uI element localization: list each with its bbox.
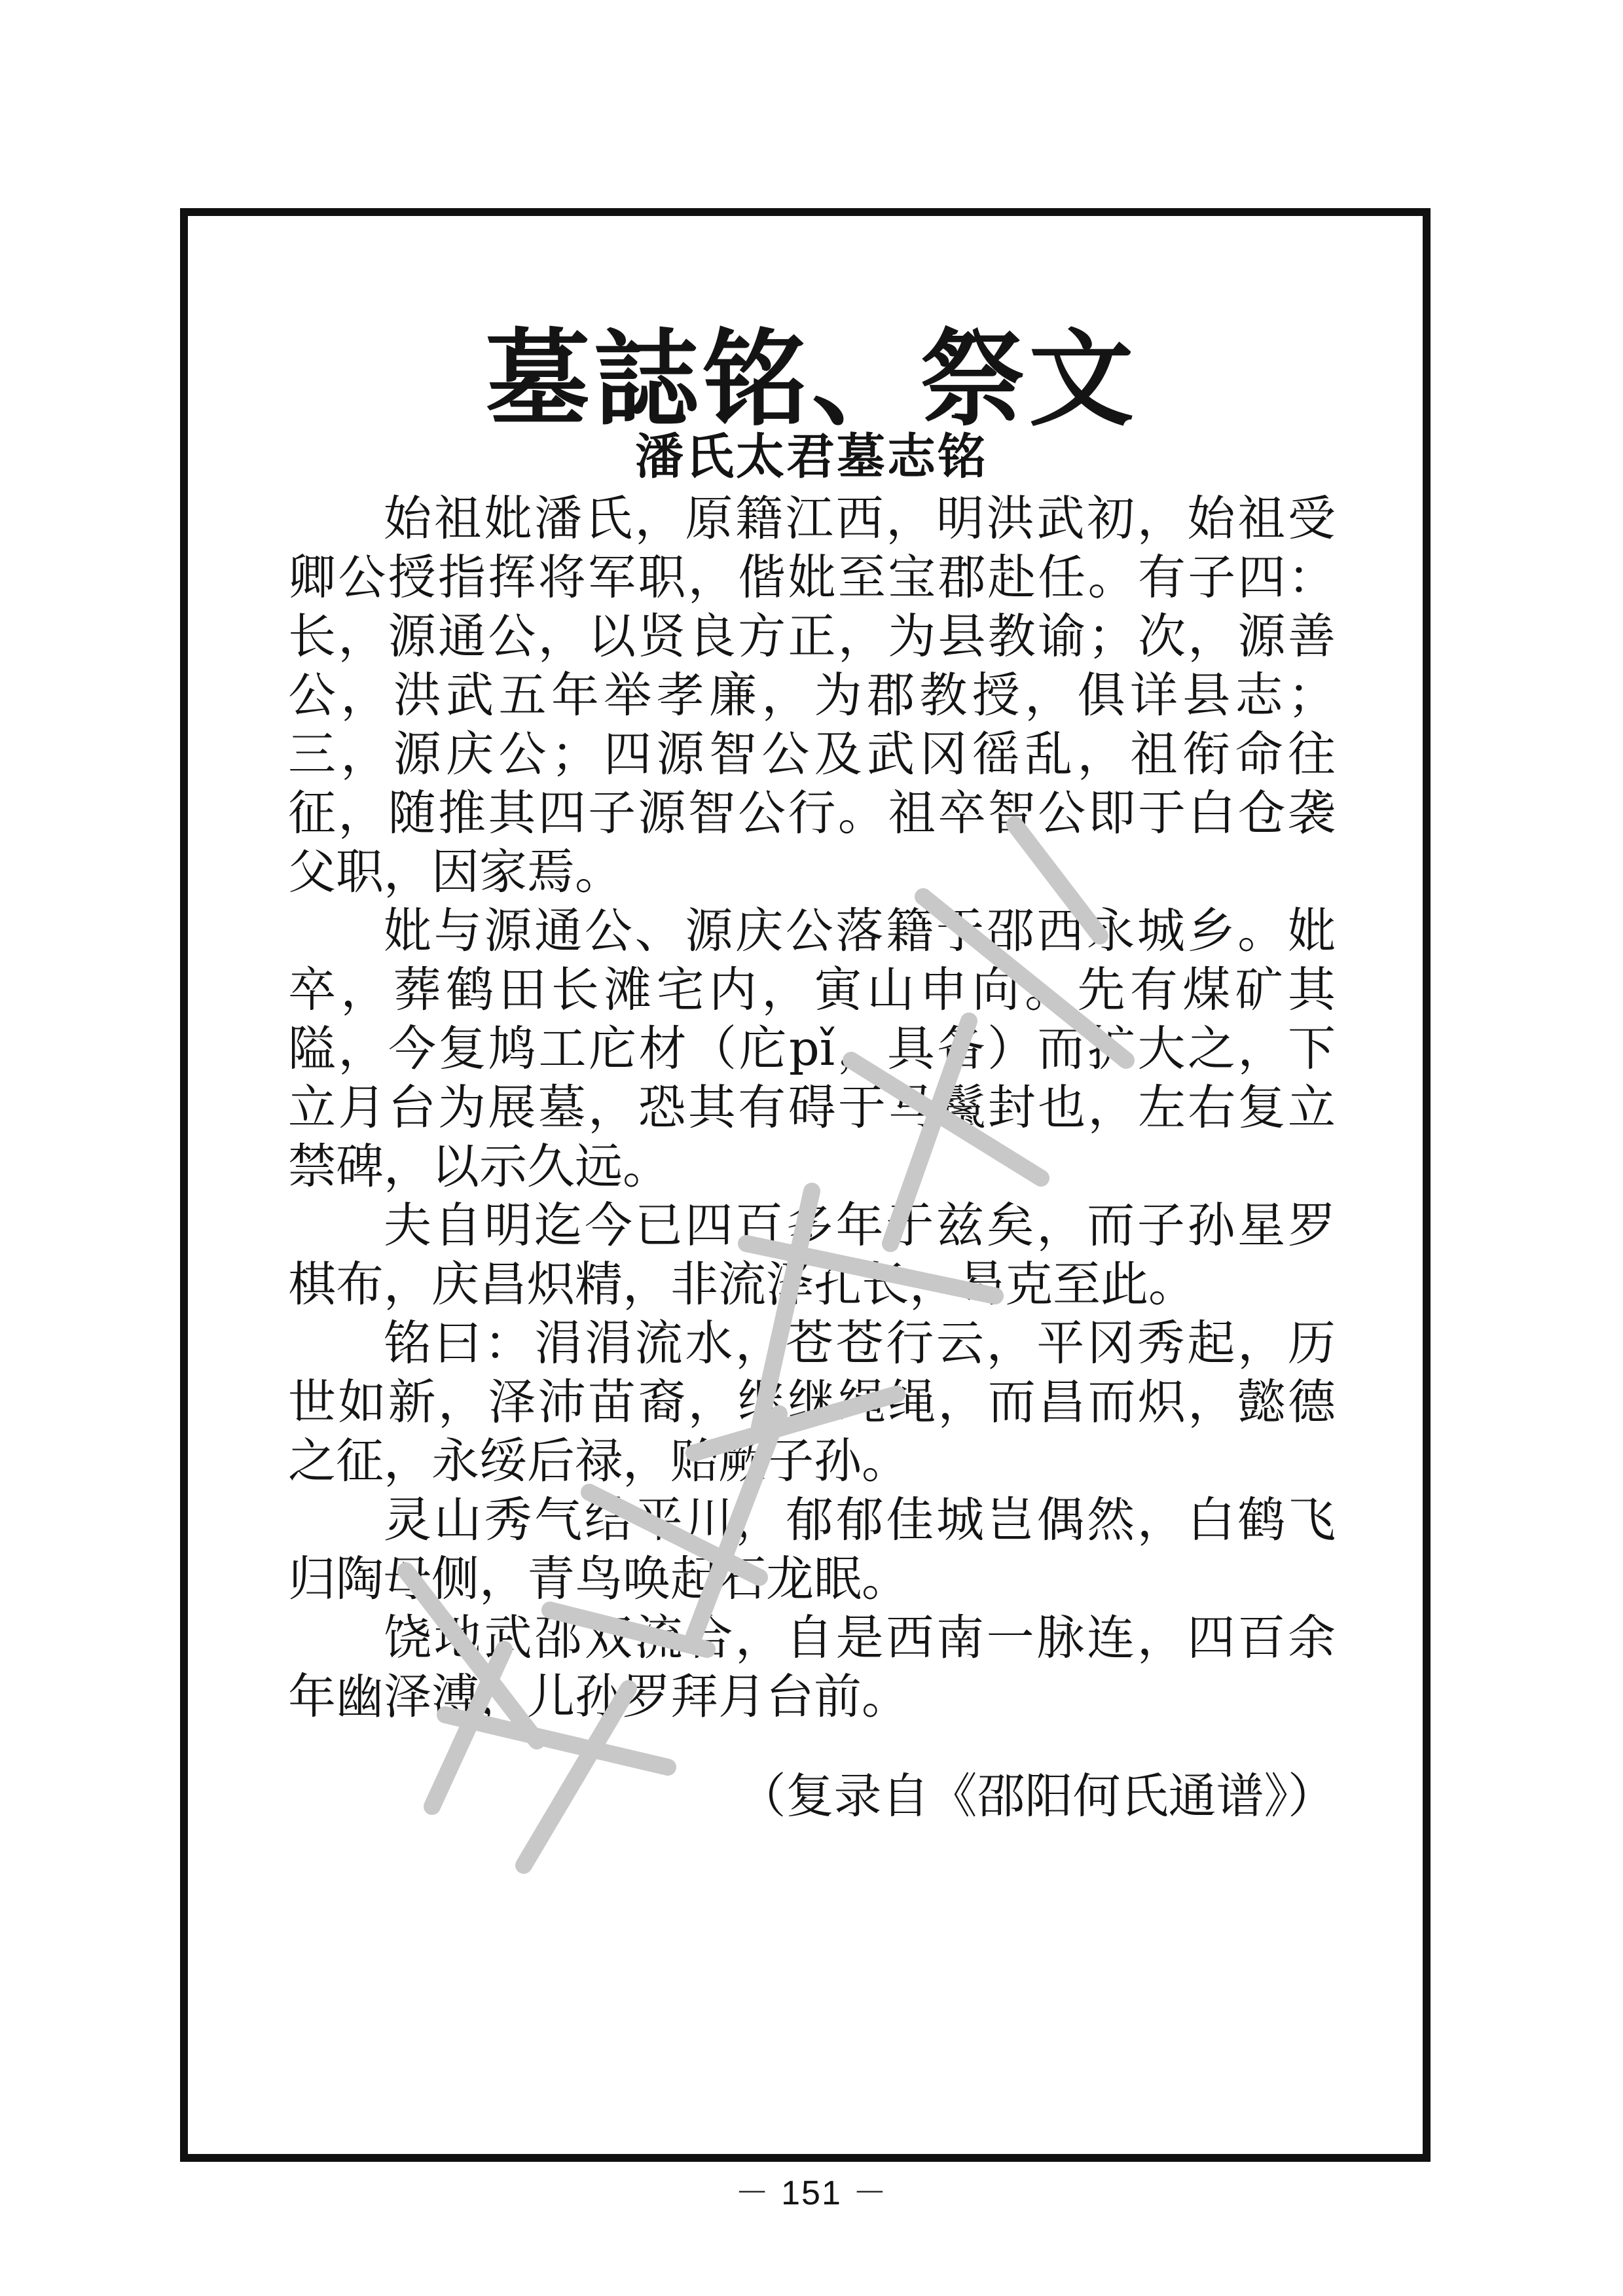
paragraph: 饶地武邵双流合，自是西南一脉连，四百余年幽泽溥，儿孙罗拜月台前。 bbox=[288, 1610, 1336, 1725]
paragraph: 始祖妣潘氏，原籍江西，明洪武初，始祖受卿公授指挥将军职，偕妣至宝郡赴任。有子四：长，源通公，以贤良方正，为县教谕；次，源善公，洪武五年举孝廉，为郡教授，俱详县志；三，源庆公；四源智公及武冈徭乱，祖衔命往征，随推其四子源智公行。祖卒智公即于白仓袭父职，因家焉。 bbox=[288, 491, 1336, 900]
paragraph: 灵山秀气结平川，郁郁佳城岂偶然，白鹤飞归陶母侧，青鸟唤起石龙眠。 bbox=[288, 1492, 1336, 1607]
body-text bbox=[288, 490, 1336, 1727]
section-title: 墓誌铭、祭文 bbox=[485, 317, 1138, 441]
paragraph: 铭曰：涓涓流水，苍苍行云，平冈秀起，历世如新，泽沛苗裔，继继绳绳，而昌而炽，懿德之征，永绥后禄，贻厥子孙。 bbox=[288, 1316, 1336, 1489]
page-number: － 151 － bbox=[735, 2174, 888, 2212]
paragraph: 妣与源通公、源庆公落籍于邵西永城乡。妣卒，葬鹤田长滩宅内，寅山申向。先有煤矿其隘，今复鸠工庀材（庀pǐ，具备）而扩大之，下立月台为展墓，恐其有碍于马鬣封也，左右复立禁碑，以示久远。 bbox=[288, 903, 1336, 1194]
article-title: 潘氏太君墓志铭 bbox=[635, 429, 988, 486]
paragraph: 夫自明迄今已四百多年于兹矣，而子孙星罗棋布，庆昌炽精，非流泽孔长，曷克至此。 bbox=[288, 1198, 1336, 1312]
source-note: （复录自《邵阳何氏通谱》） bbox=[738, 1768, 1336, 1824]
